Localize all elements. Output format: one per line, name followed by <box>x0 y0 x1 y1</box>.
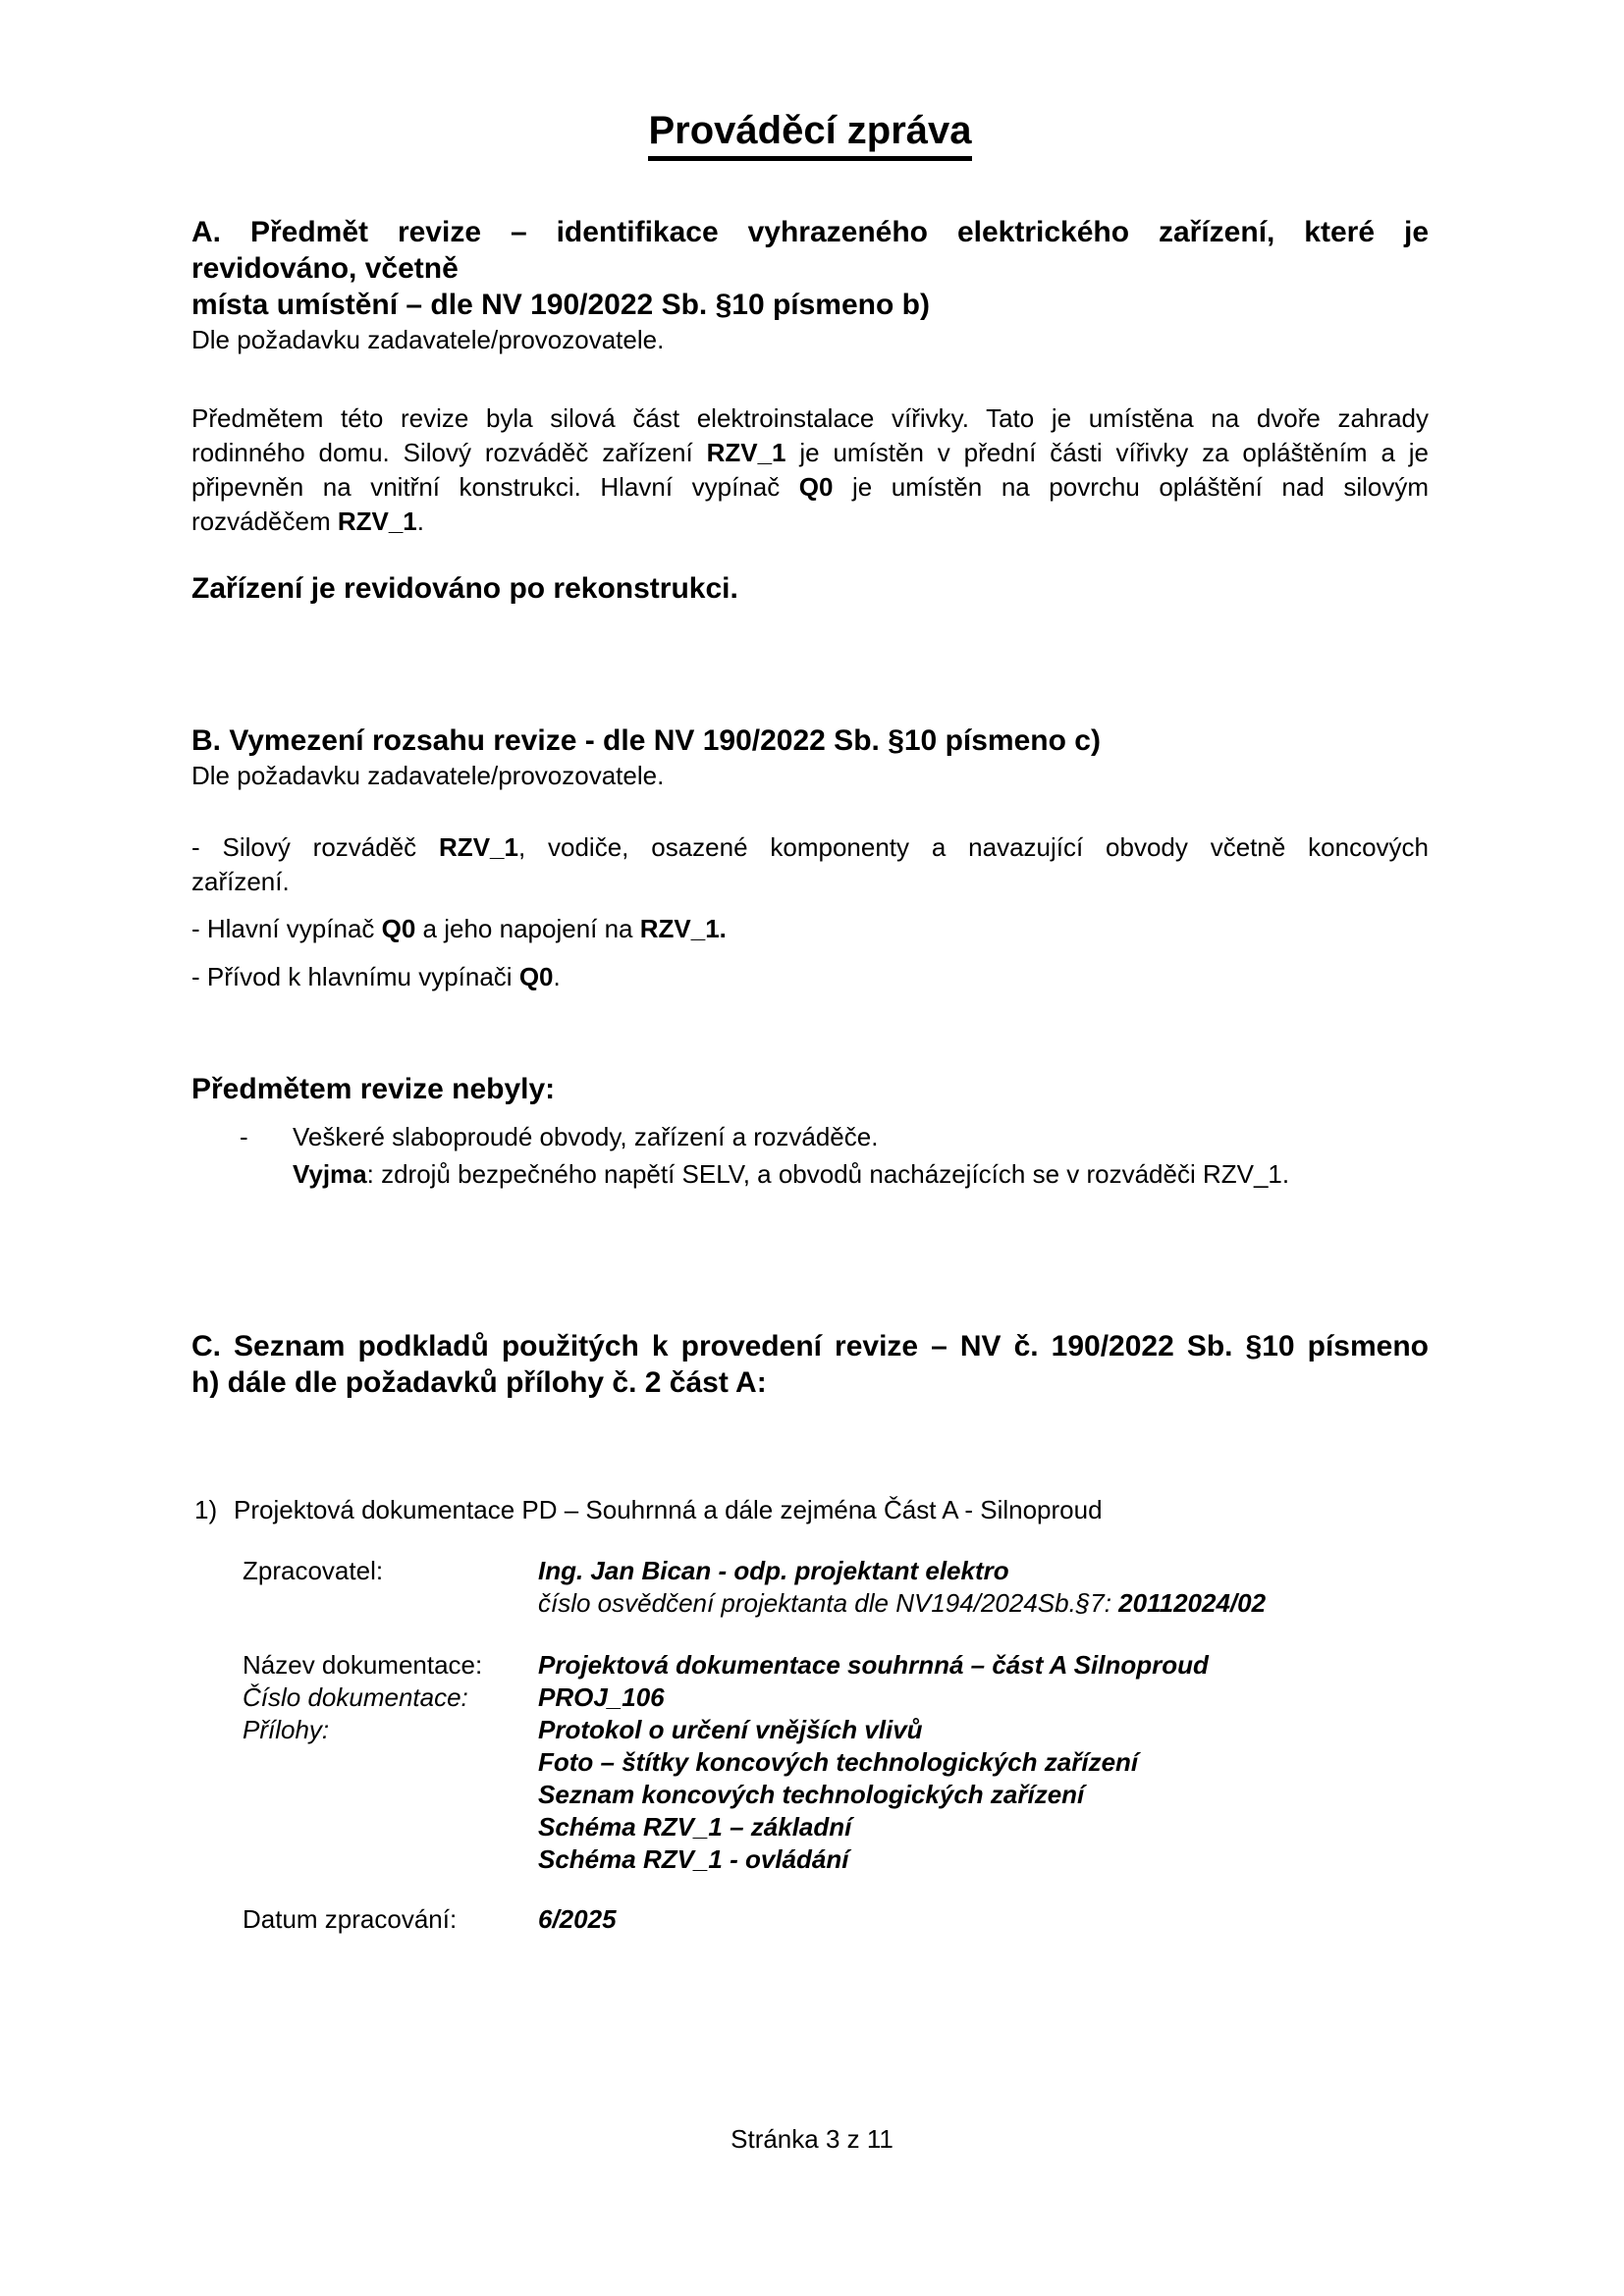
text-run: je umístěn v přední části vířivky za opláštěním a je <box>785 438 1429 467</box>
author-label: Zpracovatel: <box>243 1556 384 1585</box>
scope-list-item <box>191 830 1429 899</box>
bold-term: RZV_1 <box>439 832 518 862</box>
exception-label: Vyjma <box>293 1159 367 1189</box>
text-run: a jeho napojení na <box>415 914 640 943</box>
date-value: 6/2025 <box>538 1904 617 1934</box>
paragraph-line <box>191 505 1429 539</box>
text-run: připevněn na vnitřní konstrukci. Hlavní vypínač <box>191 472 799 502</box>
list-dash: - <box>240 1122 248 1151</box>
section-a-subheading: Dle požadavku zadavatele/provozovatele. <box>191 325 665 354</box>
attachments-list <box>538 1714 1429 1876</box>
scope-list-item <box>191 912 1429 946</box>
attachment-item: Seznam koncových technologických zařízení <box>538 1780 1085 1809</box>
bold-term: Q0 <box>518 962 554 991</box>
section-a-paragraph <box>191 401 1429 539</box>
text-run: - Přívod k hlavnímu vypínači <box>191 962 519 991</box>
text-run: rozváděčem <box>191 507 338 536</box>
page-number-footer: Stránka 3 z 11 <box>731 2124 893 2154</box>
document-list-item-text: Projektová dokumentace PD – Souhrnná a dále zejména Část A - Silnoproud <box>234 1495 1103 1524</box>
bold-term: Q0 <box>798 472 834 502</box>
page-title <box>191 108 1429 153</box>
certificate-number: 20112024/02 <box>1118 1588 1267 1618</box>
section-a-heading <box>191 214 1429 357</box>
doc-number-row <box>191 1682 1429 1714</box>
bold-term: RZV_1 <box>706 438 786 467</box>
section-a-note: Zařízení je revidováno po rekonstrukci. <box>191 572 738 605</box>
document-list-item-1 <box>191 1493 1429 1527</box>
section-b-heading <box>191 722 1429 793</box>
bold-term: Q0 <box>381 914 416 943</box>
paragraph-line <box>191 830 1429 865</box>
attachments-row <box>191 1714 1429 1876</box>
section-b-heading-line: B. Vymezení rozsahu revize - dle NV 190/2022 Sb. §10 písmeno c) <box>191 724 1101 757</box>
bold-term: RZV_1. <box>639 914 727 943</box>
exception-line <box>293 1157 1429 1192</box>
section-c-heading-line1: C. Seznam podkladů použitých k provedení revize – NV č. 190/2022 Sb. §10 písmeno <box>191 1330 1429 1362</box>
section-a-heading-line3: místa umístění – dle NV 190/2022 Sb. §10 písmeno b) <box>191 289 930 321</box>
author-value <box>538 1555 1429 1620</box>
doc-name-row <box>191 1649 1429 1682</box>
doc-name-label: Název dokumentace: <box>243 1650 483 1680</box>
author-name: Ing. Jan Bican - odp. projektant elektro <box>538 1556 1009 1585</box>
attachment-item: Schéma RZV_1 – základní <box>538 1812 852 1842</box>
author-row <box>191 1555 1429 1620</box>
date-row <box>191 1903 1429 1936</box>
scope-list-item <box>191 960 1429 994</box>
text-run: . <box>416 507 424 536</box>
section-a-heading-line1: A. Předmět revize – identifikace vyhrazeného elektrického zařízení, které je <box>191 216 1429 248</box>
excluded-item-text: Veškeré slaboproudé obvody, zařízení a rozváděče. <box>293 1122 879 1151</box>
certificate-text: číslo osvědčení projektanta dle NV194/2024Sb.§7: <box>538 1588 1119 1618</box>
text-run: , vodiče, osazené komponenty a navazující obvody včetně koncových <box>517 832 1430 862</box>
text-run: - Silový rozváděč <box>191 832 440 862</box>
doc-name-value: Projektová dokumentace souhrnná – část A Silnoproud <box>538 1650 1209 1680</box>
doc-number-label: Číslo dokumentace: <box>243 1682 468 1712</box>
paragraph-line <box>191 470 1429 505</box>
excluded-heading: Předmětem revize nebyly: <box>191 1073 556 1105</box>
section-a-heading-line2: revidováno, včetně <box>191 252 459 285</box>
attachment-item: Protokol o určení vnějších vlivů <box>538 1715 923 1744</box>
excluded-list-item <box>191 1120 1429 1154</box>
attachment-item: Schéma RZV_1 - ovládání <box>538 1844 849 1874</box>
bold-term: RZV_1 <box>337 507 417 536</box>
text-run: . <box>553 962 561 991</box>
page-title-text: Prováděcí zpráva <box>648 109 971 161</box>
list-number: 1) <box>194 1495 218 1524</box>
text-run: rodinného domu. Silový rozváděč zařízení <box>191 438 707 467</box>
paragraph-line: Předmětem této revize byla silová část elektroinstalace vířivky. Tato je umístěna na dvoře zahrady <box>191 403 1429 433</box>
text-run: - Hlavní vypínač <box>191 914 382 943</box>
paragraph-line <box>191 436 1429 470</box>
text-run: je umístěn na povrchu opláštění nad silovým <box>833 472 1429 502</box>
section-b-subheading: Dle požadavku zadavatele/provozovatele. <box>191 761 665 790</box>
section-c-heading-line2: h) dále dle požadavků přílohy č. 2 část A: <box>191 1366 767 1399</box>
doc-number-value: PROJ_106 <box>538 1682 665 1712</box>
section-c-heading <box>191 1328 1429 1401</box>
attachments-label: Přílohy: <box>243 1715 330 1744</box>
paragraph-line: zařízení. <box>191 867 290 896</box>
certificate-line <box>538 1587 1429 1620</box>
date-label: Datum zpracování: <box>243 1904 458 1934</box>
text-run: : zdrojů bezpečného napětí SELV, a obvodů nacházejících se v rozváděči RZV_1. <box>366 1159 1290 1189</box>
attachment-item: Foto – štítky koncových technologických zařízení <box>538 1747 1139 1777</box>
